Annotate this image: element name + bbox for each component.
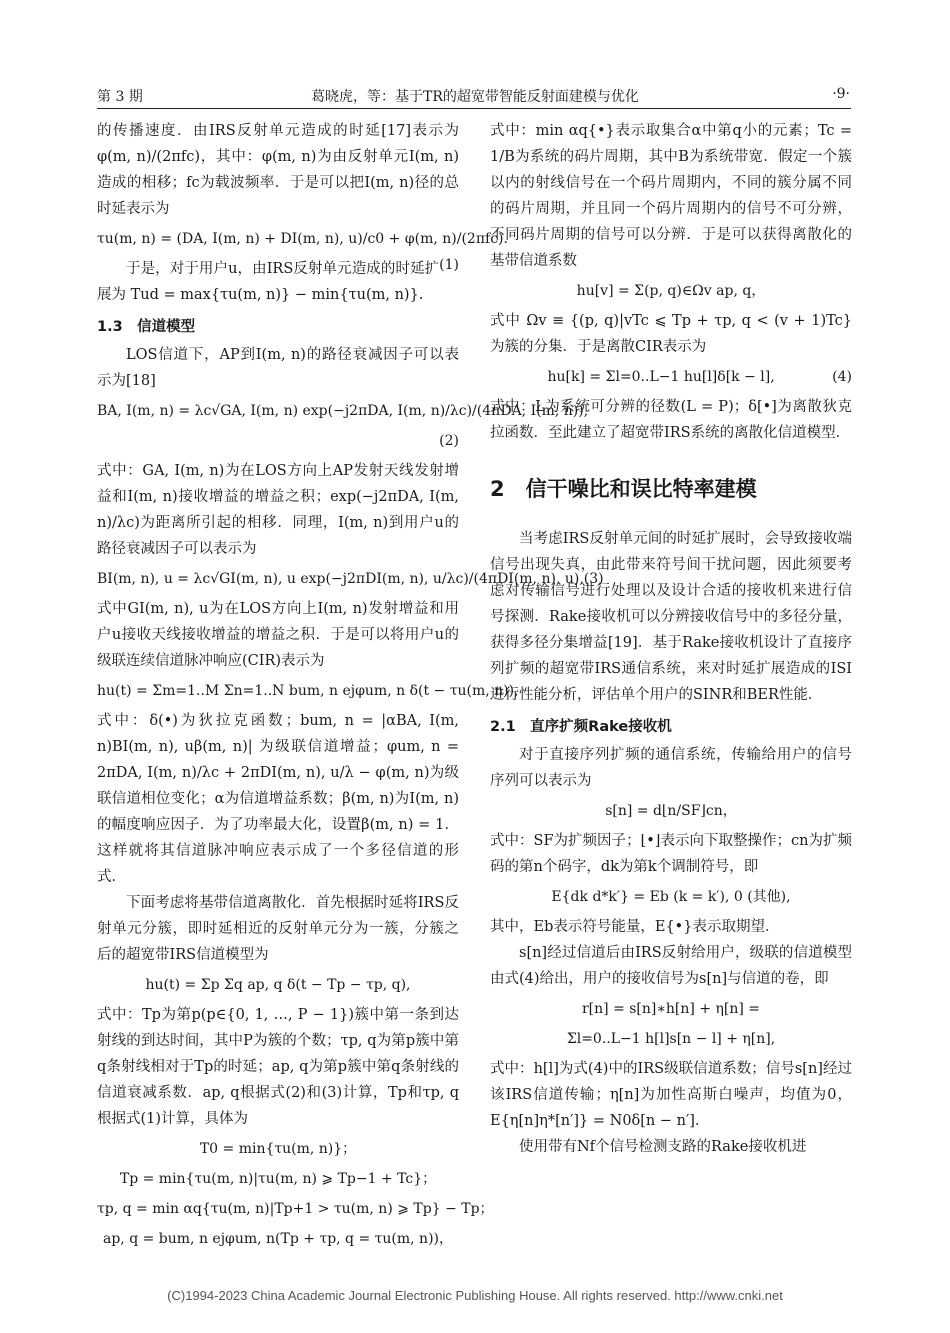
equation-received-1: r[n] = s[n]∗h[n] + η[n] = [581,1001,760,1017]
paragraph: 其中，Eb表示符号能量，E{•}表示取期望． [490,919,780,935]
paragraph: 式中：Tp为第p(p∈{0, 1, …, P − 1})簇中第一条到达射线的到达时间，其中P为簇的个数；τp, q为第p簇中第q条射线相对于Tp的时延；ap, q为第p簇中第q条射线的信道衰减系数．ap, q根据式(2)和(3)计算，Tp和τp, q根据式(1)计算，具体为 [97,1007,459,1127]
equation-signal: s[n] = d⌊n/SF⌋cn， [605,803,737,819]
equation-4 [490,364,852,390]
equation-apq: ap, q = bum, n ejφum, n(Tp + τp, q = τu(m, n))， [103,1231,453,1247]
paragraph: LOS信道下，AP到I(m, n)的路径衰减因子可以表示为[18] [97,347,459,389]
paragraph: 对于直接序列扩频的通信系统，传输给用户的信号序列可以表示为 [490,747,852,789]
section-heading-2: 2 信干噪比和误比特率建模 [490,477,757,501]
equation-t0: T0 = min{τu(m, n)}； [199,1141,357,1157]
paragraph: 式中：SF为扩频因子；⌊•⌋表示向下取整操作；cn为扩频码的第n个码字，dk为第k个调制符号，即 [490,833,852,875]
paragraph: 当考虑IRS反射单元间的时延扩展时，会导致接收端信号出现失真，由此带来符号间干扰问题，因此须要考虑对传输信号进行处理以及设计合适的接收机来进行信号探测．Rake接收机可以分辨接收信号中的多径分量，获得多径分集增益[19]．基于Rake接收机设计了直接序列扩频的超宽带IRS通信系统，来对时延扩展造成的ISI进行性能分析，评估单个用户的SINR和BER性能． [490,531,852,703]
header-page-number: ·9· [832,86,850,102]
equation-discrete-coef: hu[v] = Σ(p, q)∈Ωv ap, q， [576,283,766,299]
equation-number: (2) [439,433,459,449]
subsection-heading-1-3: 1.3 信道模型 [97,319,196,335]
paragraph: 式中：L为系统可分辨的径数(L = P)；δ[•]为离散狄克拉函数．至此建立了超宽带IRS系统的离散化信道模型． [490,399,852,441]
paragraph: 的传播速度．由IRS反射单元造成的时延[17]表示为 φ(m, n)/(2πfc)，其中：φ(m, n)为由反射单元I(m, n)造成的相移；fc为载波频率．于是可以把I(m, n)径的总时延表示为 [97,123,459,217]
subsection-heading-2-1: 2.1 直序扩频Rake接收机 [490,719,672,735]
paragraph: 式中：h[l]为式(4)中的IRS级联信道系数；信号s[n]经过该IRS信道传输；η[n]为加性高斯白噪声，均值为0，E{η[n]η*[n′]} = N0δ[n − n′]． [490,1061,852,1129]
paragraph: s[n]经过信道后由IRS反射给用户，级联的信道模型由式(4)给出，用户的接收信号为s[n]与信道的卷，即 [490,945,852,987]
equation-2 [97,398,589,424]
equation-number: (4) [832,369,852,385]
equation-tau: τp, q = min αq{τu(m, n)|Tp+1 > τu(m, n) ⩾ Tp} − Tp； [97,1201,494,1217]
equation-1 [97,226,508,273]
paragraph: 式中GI(m, n), u为在LOS方向上I(m, n)发射增益和用户u接收天线接收增益的增益之积．于是可以将用户u的级联连续信道脉冲响应(CIR)表示为 [97,601,459,669]
paragraph: 下面考虑将基带信道离散化．首先根据时延将IRS反射单元分簇，即时延相近的反射单元分为一簇，分簇之后的超宽带IRS信道模型为 [97,895,459,963]
equation-number: (1) [439,257,459,273]
equation-cluster-model: hu(t) = Σp Σq ap, q δ(t − Tp − τp, q), [145,977,411,993]
equation-body: hu[k] = Σl=0..L−1 hu[l]δ[k − l], [547,369,775,385]
header-rule [97,108,851,109]
paragraph: 使用带有Nf个信号检测支路的Rake接收机进 [519,1139,807,1155]
header-issue: 第 3 期 [97,89,143,105]
equation-received-2: Σl=0..L−1 h[l]s[n − l] + η[n], [566,1031,776,1047]
header-title: 葛晓虎，等：基于TR的超宽带智能反射面建模与优化 [311,89,639,105]
equation-tp: Tp = min{τu(m, n)|τu(m, n) ⩾ Tp−1 + Tc}； [119,1171,437,1187]
equation-expectation: E{dk d*k′} = Eb (k = k′), 0 (其他), [551,889,791,905]
equation-body: BA, I(m, n) = λc√GA, I(m, n) exp(−j2πDA, I(m, n)/λc)/(4πDA, I(m, n)), [97,403,589,419]
equation-3: BI(m, n), u = λc√GI(m, n), u exp(−j2πDI(m, n), u/λc)/(4πDI(m, n), u),(3) [97,571,604,587]
equation-cir: hu(t) = Σm=1..M Σn=1..N bum, n ejφum, n δ(t − τu(m, n)), [97,683,519,699]
equation-body: τu(m, n) = (DA, I(m, n) + DI(m, n), u)/c0 + φ(m, n)/(2πfc). [97,231,508,247]
paragraph: 式中：min αq{•}表示取集合α中第q小的元素；Tc = 1/B为系统的码片周期，其中B为系统带宽．假定一个簇以内的射线信号在一个码片周期内，不同的簇分属不同的码片周期，并且同一个码片周期内的信号不可分辨，不同码片周期的信号可以分辨．于是可以获得离散化的基带信道系数 [490,123,852,269]
paragraph: 式中 Ωv ≡ {(p, q)|vTc ⩽ Tp + τp, q < (v + 1)Tc} 为簇的分集．于是离散CIR表示为 [490,313,852,355]
paragraph: 式中：GA, I(m, n)为在LOS方向上AP发射天线发射增益和I(m, n)接收增益的增益之积；exp(−j2πDA, I(m, n)/λc)为距离所引起的相移．同理，I(m, n)到用户u的路径衰减因子可以表示为 [97,463,459,557]
right-column [490,118,852,1160]
copyright-footer: (C)1994-2023 China Academic Journal Electronic Publishing House. All rights reserved. http://www.cnki.net [167,1288,783,1303]
paragraph: 于是，对于用户u，由IRS反射单元造成的时延扩展为 Tud = max{τu(m, n)} − min{τu(m, n)}. [97,261,440,303]
paragraph: 式中：δ(•)为狄拉克函数；bum, n = |αBA, I(m, n)BI(m, n), uβ(m, n)| 为级联信道增益；φum, n = 2πDA, I(m, n)/λc + 2πDI(m, n), u/λ − φ(m, n)为级联信道相位变化；α为信道增益系数；β(m, n)为I(m, n)的幅度响应因子．为了功率最大化，设置β(m, n) = 1．这样就将其信道脉冲响应表示成了一个多径信道的形式． [97,713,459,885]
